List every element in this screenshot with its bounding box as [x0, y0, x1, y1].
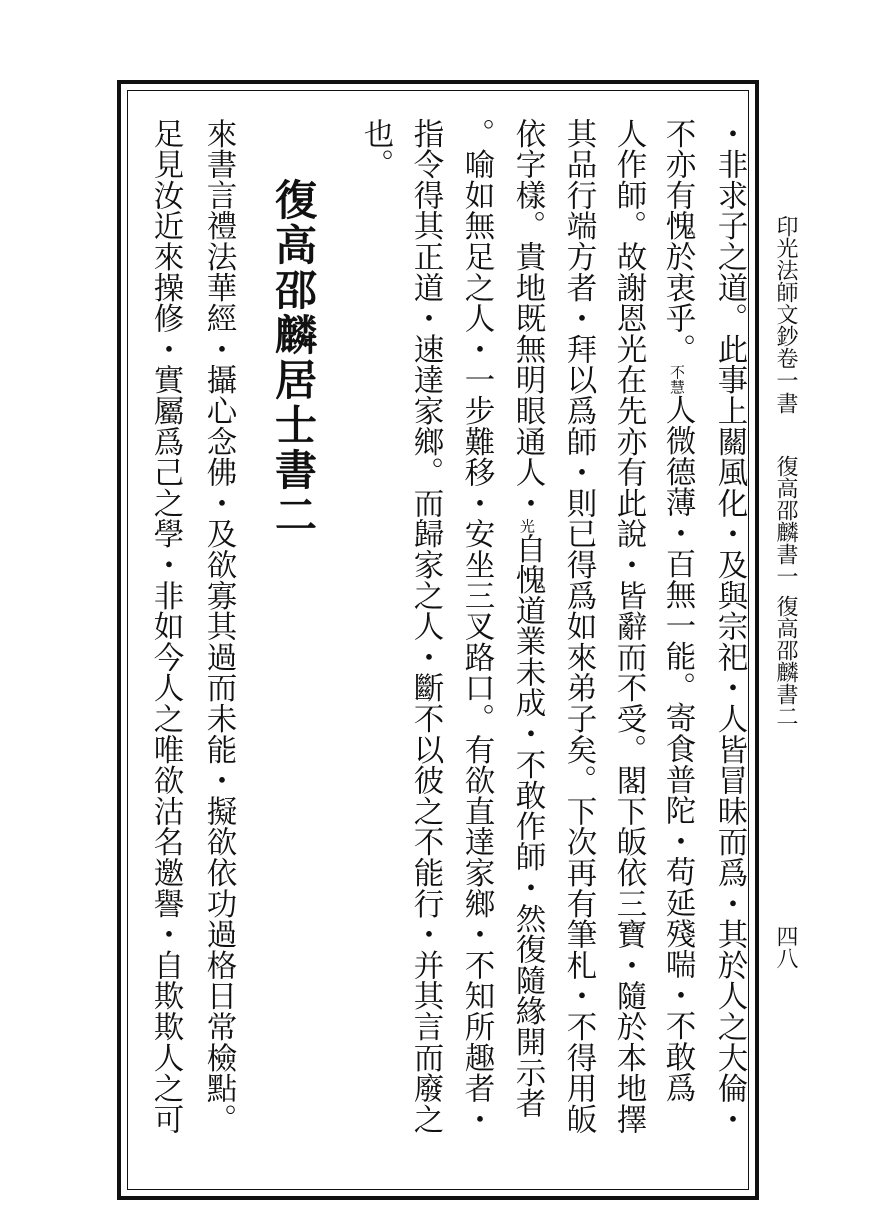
column-text: 。喻如無足之人・一步難移・安坐三叉路口。有欲直達家鄉・不知所趣者・ [459, 118, 494, 1135]
column-text-before: 依字樣。貴地既無明眼通人・ [510, 118, 545, 519]
text-column-1 [704, 118, 747, 1135]
column-text-after: 人微德薄・百無一能。寄食普陀・苟延殘喘・不敢爲 [660, 394, 695, 1103]
interlinear-note: 光 [518, 518, 536, 534]
column-text: 足見汝近來操修・實屬爲己之學・非如今人之唯欲沽名邀譽・自欺欺人之可 [148, 118, 183, 1135]
column-text: 人作師。故謝恩光在先亦有此說・皆辭而不受。閣下皈依三寶・隨於本地擇 [611, 118, 646, 1135]
column-text: ・非求子之道。此事上關風化・及與宗祀・人皆冒昧而爲・其於人之大倫・ [712, 118, 747, 1135]
page-number: 四八 [773, 925, 798, 969]
running-head-category: 書 [773, 392, 798, 414]
text-column-8 [350, 118, 393, 180]
text-column-7 [400, 118, 443, 1135]
column-text: 來書言禮法華經・攝心念佛・及欲寡其過而未能・擬欲依功過格日常檢點。 [201, 118, 236, 1135]
interlinear-note: 不慧 [668, 364, 686, 395]
text-column-5 [502, 118, 545, 1119]
text-column-3 [603, 118, 646, 1135]
column-text: 也。 [358, 118, 393, 180]
text-column-6 [451, 118, 494, 1135]
column-text: 其品行端方者・拜以爲師・則已得爲如來弟子矣。下次再有筆札・不得用皈 [561, 118, 596, 1135]
running-head-book-title: 印光法師文鈔卷一 [773, 215, 798, 391]
running-head-section-prev: 復高邵麟書一 [773, 455, 798, 587]
letter-title: 復高邵麟居士書二 [269, 178, 318, 538]
running-head-section-current: 復高邵麟書二 [773, 595, 798, 727]
text-column-2 [652, 118, 695, 1103]
text-column-10 [140, 118, 183, 1135]
column-text: 指令得其正道・速達家鄉。而歸家之人・斷不以彼之不能行・并其言而廢之 [408, 118, 443, 1135]
column-text-after: 自愧道業未成・不敢作師・然復隨緣開示者 [510, 533, 545, 1119]
column-text-before: 不亦有愧於衷乎。 [660, 118, 695, 365]
text-column-4 [553, 118, 596, 1135]
text-column-9 [193, 118, 236, 1135]
